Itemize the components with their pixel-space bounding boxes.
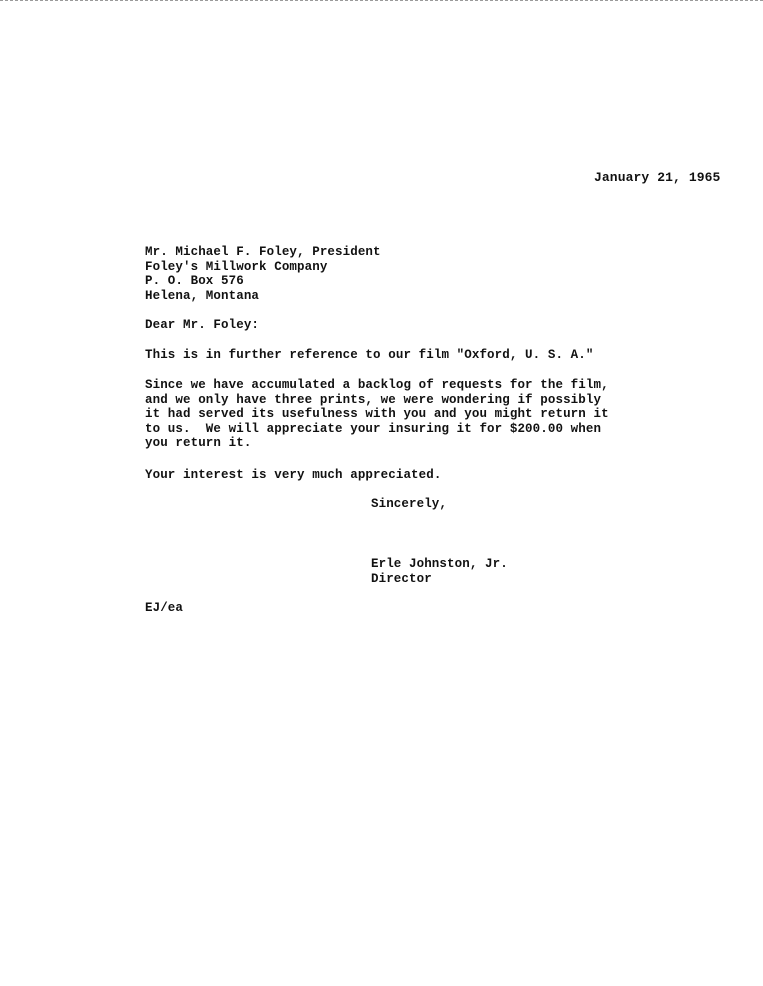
address-line: Foley's Millwork Company [145,259,328,274]
body-paragraph-3: Your interest is very much appreciated. [145,468,442,482]
paragraph-line: it had served its usefulness with you and you might return it [145,407,609,421]
paragraph-line: you return it. [145,436,252,450]
paragraph-line: Since we have accumulated a backlog of requests for the film, [145,378,609,392]
address-line: P. O. Box 576 [145,274,244,288]
reference-initials: EJ/ea [145,601,184,615]
paragraph-line: and we only have three prints, we were wondering if possibly [145,392,602,407]
letter-date: January 21, 1965 [594,170,721,185]
address-line: Mr. Michael F. Foley, President [145,245,381,259]
complimentary-closing: Sincerely, [371,497,448,511]
paragraph-line: to us. We will appreciate your insuring it for $200.00 when [145,421,602,436]
salutation: Dear Mr. Foley: [145,318,260,332]
signer-name: Erle Johnston, Jr. [371,557,508,571]
signer-title: Director [371,571,432,586]
address-line: Helena, Montana [145,288,260,303]
body-paragraph-1: This is in further reference to our film "Oxford, U. S. A." [145,348,594,362]
